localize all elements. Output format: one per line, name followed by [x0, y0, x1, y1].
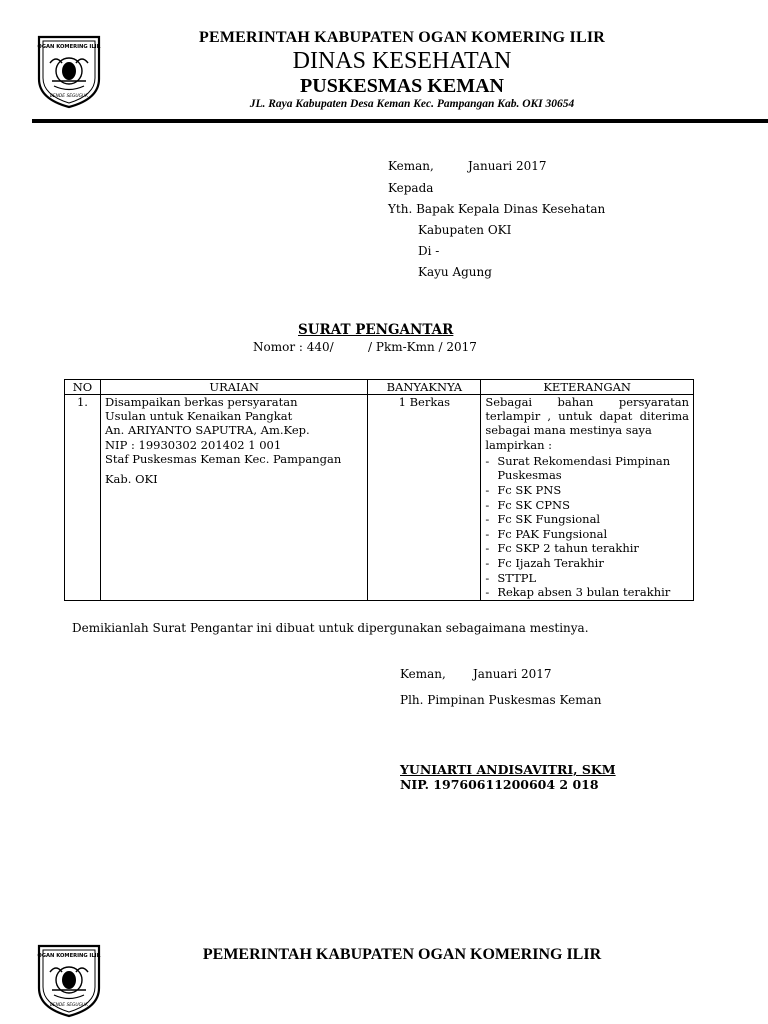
list-item: - Fc PAK Fungsional — [485, 527, 689, 542]
header-uraian: URAIAN — [100, 380, 367, 395]
list-item: - Fc SK CPNS — [485, 498, 689, 513]
list-item: - Surat Rekomendasi Pimpinan Puskesmas — [485, 454, 689, 483]
letter-date: Januari 2017 — [468, 159, 547, 173]
signature-date: Januari 2017 — [473, 667, 552, 681]
uraian-line: NIP : 19930302 201402 1 001 — [104, 437, 282, 452]
signatory-nip: NIP. 19760611200604 2 018 — [400, 777, 599, 792]
list-item: - Fc Ijazah Terakhir — [485, 556, 689, 571]
list-item: - Fc SK PNS — [485, 483, 689, 498]
list-item: - Fc SK Fungsional — [485, 512, 689, 527]
letterhead-puskesmas: PUSKESMAS KEMAN — [300, 75, 504, 97]
list-item: - STTPL — [485, 571, 689, 586]
letterhead-address: JL. Raya Kabupaten Desa Keman Kec. Pampangan Kab. OKI 30654 — [249, 98, 575, 110]
table-row — [65, 395, 694, 601]
letterhead-department: DINAS KESEHATAN — [292, 48, 512, 74]
letterhead-divider — [32, 119, 768, 123]
uraian-line: Kab. OKI — [104, 472, 158, 487]
row-uraian — [100, 395, 367, 601]
keterangan-line: sebagai mana mestinya saya — [485, 423, 652, 438]
attachment-list — [485, 454, 689, 600]
recipient-title: Yth. Bapak Kepala Dinas Kesehatan — [388, 202, 606, 216]
recipient-city: Kayu Agung — [418, 265, 492, 279]
recipient-regency: Kabupaten OKI — [418, 223, 512, 237]
uraian-line: Usulan untuk Kenaikan Pangkat — [104, 409, 293, 424]
signatory-name: YUNIARTI ANDISAVITRI, SKM — [400, 762, 616, 777]
letter-number: Nomor : 440/ / Pkm-Kmn / 2017 — [253, 340, 477, 354]
keterangan-line: lampirkan : — [485, 437, 553, 452]
recipient-kepada: Kepada — [388, 181, 434, 195]
berkas-table — [64, 379, 694, 601]
footer-logo-top-text: OGAN KOMERING ILIR — [37, 953, 101, 959]
signature-place: Keman, — [400, 667, 446, 681]
row-keterangan — [481, 395, 694, 601]
list-item: - Fc SKP 2 tahun terakhir — [485, 541, 689, 556]
row-no: 1. — [65, 395, 101, 601]
row-banyaknya: 1 Berkas — [368, 395, 481, 601]
footer-logo-bottom-text: BENDE SEGUGUK — [49, 1003, 89, 1008]
letter-place: Keman, — [388, 159, 434, 173]
list-item: - Rekap absen 3 bulan terakhir — [485, 585, 689, 600]
signature-position: Plh. Pimpinan Puskesmas Keman — [400, 693, 602, 707]
footer-government: PEMERINTAH KABUPATEN OGAN KOMERING ILIR — [202, 946, 602, 963]
logo-bottom-text: BENDE SEGUGUK — [49, 94, 89, 99]
header-no: NO — [65, 380, 101, 395]
recipient-di: Di - — [418, 244, 440, 258]
letterhead-government: PEMERINTAH KABUPATEN OGAN KOMERING ILIR — [198, 29, 606, 46]
uraian-line: An. ARIYANTO SAPUTRA, Am.Kep. — [104, 423, 310, 438]
header-keterangan: KETERANGAN — [481, 380, 694, 395]
keterangan-line: Sebagai bahan persyaratan — [485, 395, 689, 409]
uraian-line: Disampaikan berkas persyaratan — [104, 395, 298, 409]
letter-title: SURAT PENGANTAR — [298, 322, 454, 338]
header-banyaknya: BANYAKNYA — [368, 380, 481, 395]
keterangan-line: terlampir , untuk dapat diterima — [485, 409, 689, 424]
table-header-row — [65, 380, 694, 395]
logo-top-text: OGAN KOMERING ILIR — [37, 44, 101, 50]
closing-statement: Demikianlah Surat Pengantar ini dibuat untuk dipergunakan sebagaimana mestinya. — [72, 621, 589, 635]
uraian-line: Staf Puskesmas Keman Kec. Pampangan — [104, 451, 342, 466]
